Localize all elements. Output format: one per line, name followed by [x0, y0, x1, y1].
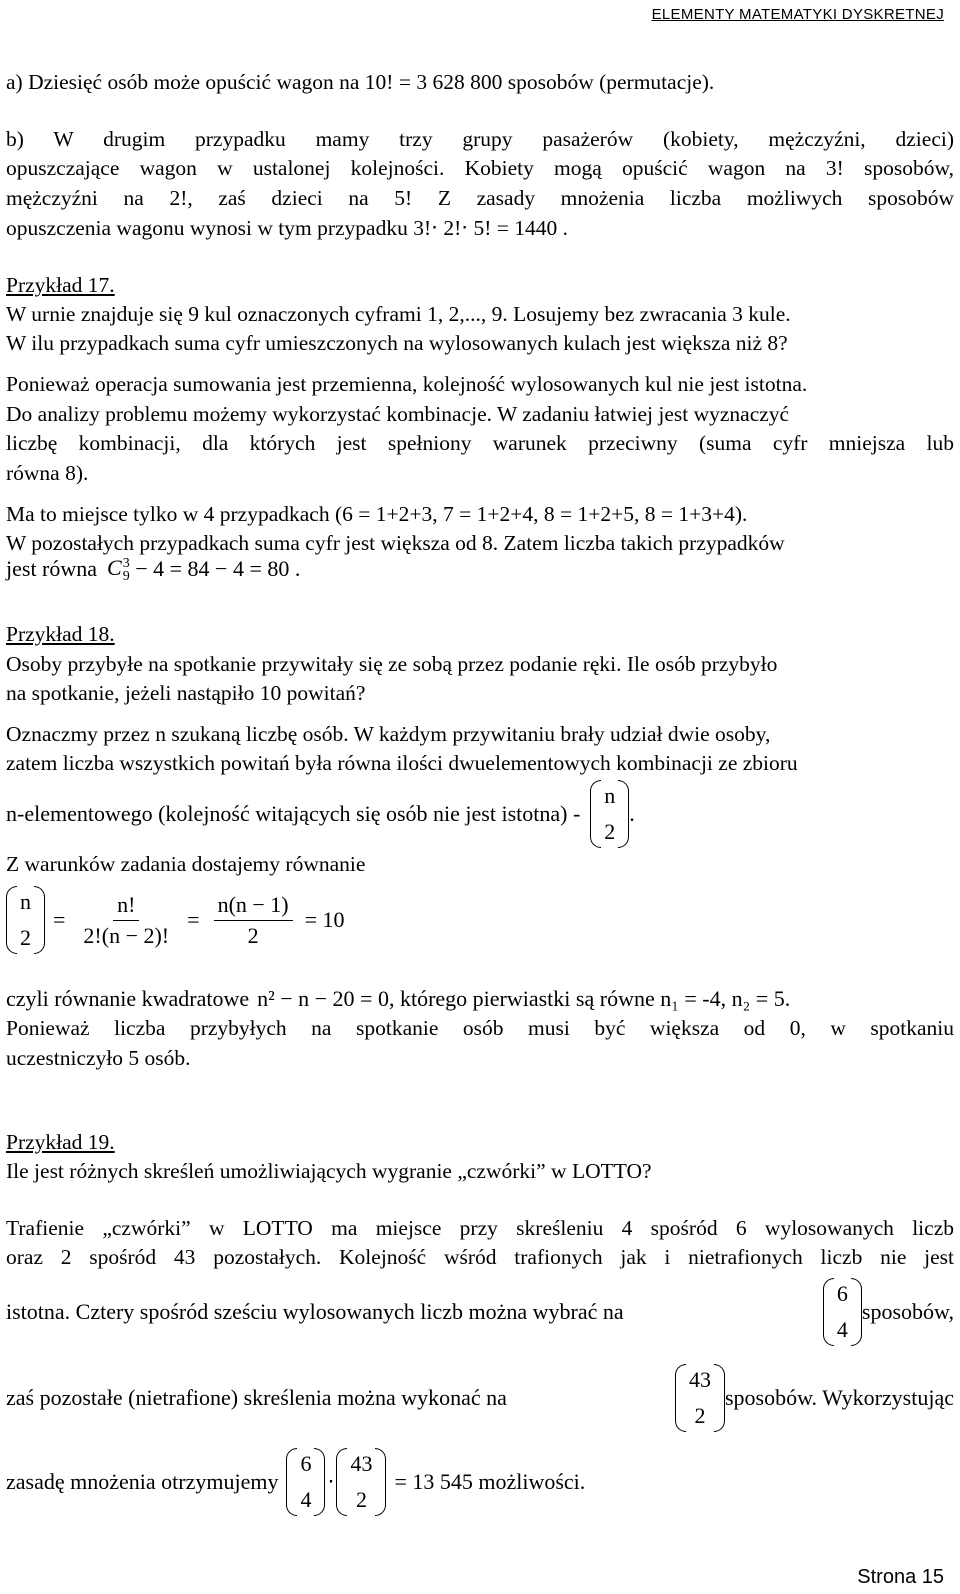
example-heading: Przykład 18.	[6, 622, 115, 646]
text-line: Do analizy problemu możemy wykorzystać kombinacje. W zadaniu łatwiej jest wyznaczyć	[6, 402, 790, 426]
binomial	[6, 884, 45, 956]
binom-top: 43	[688, 1367, 711, 1392]
text-line: Ponieważ liczba przybyłych na spotkanie osób musi być większa od 0, w spotkaniu	[6, 1016, 954, 1040]
binom-bottom: 4	[836, 1317, 848, 1342]
text-line: Ile jest różnych skreśleń umożliwiających wygranie „czwórki” w LOTTO?	[6, 1159, 652, 1183]
text-line: oraz 2 spośród 43 pozostałych. Kolejność wśród trafionych jak i nietrafionych liczb nie jest	[6, 1245, 954, 1269]
equals: =	[53, 907, 66, 932]
text: sposobów. Wykorzystując	[724, 1385, 954, 1410]
text: , którego pierwiastki są równe n₁ = -4, n₂ = 5.	[388, 986, 791, 1011]
binomial	[823, 1276, 862, 1348]
binom-bottom: 2	[694, 1403, 706, 1428]
running-header: ELEMENTY MATEMATYKI DYSKRETNEJ	[651, 6, 944, 23]
text-line: opuszczające wagon w ustalonej kolejności. Kobiety mogą opuścić wagon na 3! sposobów,	[6, 156, 954, 180]
numerator: n!	[113, 890, 139, 921]
text-line: na spotkanie, jeżeli nastąpiło 10 powitań?	[6, 681, 366, 705]
text-line: a) Dziesięć osób może opuścić wagon na 10! = 3 628 800 sposobów (permutacje).	[6, 70, 715, 94]
binomial	[336, 1446, 386, 1518]
quadratic-equation: n² − n − 20 = 0	[257, 986, 389, 1011]
page-number: Strona 15	[857, 1566, 944, 1588]
text: jest równa	[6, 555, 98, 581]
text-line: Oznaczmy przez n szukaną liczbę osób. W każdym przywitaniu brały udział dwie osoby,	[6, 722, 771, 746]
text-line: opuszczenia wagonu wynosi w tym przypadku 3!⋅ 2!⋅ 5! = 1440 .	[6, 216, 568, 240]
denominator: 2	[247, 922, 259, 948]
text-line: liczbę kombinacji, dla których jest spełniony warunek przeciwny (suma cyfr mniejsza lub	[6, 431, 954, 455]
text-line: zatem liczba wszystkich powitań była równa ilości dwuelementowych kombinacji ze zbioru	[6, 751, 798, 775]
denominator: 2!(n − 2)!	[83, 922, 170, 948]
numerator: n(n − 1)	[214, 890, 293, 921]
fraction	[214, 890, 293, 951]
formula-line	[6, 1276, 954, 1348]
text-line: Osoby przybyłe na spotkanie przywitały się ze sobą przez podanie ręki. Ile osób przybyło	[6, 652, 778, 676]
text: czyli równanie kwadratowe	[6, 986, 250, 1011]
text: sposobów,	[861, 1299, 954, 1324]
text-line: Ma to miejsce tylko w 4 przypadkach (6 = 1+2+3, 7 = 1+2+4, 8 = 1+2+5, 8 = 1+3+4).	[6, 502, 748, 526]
binomial	[675, 1362, 725, 1434]
text: istotna. Cztery spośród sześciu wylosowanych liczb można wybrać na	[6, 1299, 624, 1324]
text: = 13 545 możliwości.	[394, 1469, 586, 1494]
text-line: mężczyźni na 2!, zaś dzieci na 5! Z zasady mnożenia liczba możliwych sposobów	[6, 186, 954, 210]
fraction	[79, 890, 173, 951]
combination-symbol	[107, 555, 130, 583]
binom-bottom: 4	[300, 1487, 312, 1512]
binom-bottom: 2	[604, 819, 616, 844]
binom-top: 6	[300, 1451, 312, 1476]
binom-top: n	[604, 783, 616, 808]
binom-top: n	[20, 889, 31, 914]
text: n-elementowego (kolejność witających się osób nie jest istotna) -	[6, 801, 581, 826]
text-line: Ponieważ operacja sumowania jest przemienna, kolejność wylosowanych kul nie jest istotna.	[6, 372, 808, 396]
text-line: Z warunków zadania dostajemy równanie	[6, 852, 366, 876]
symbol-c: C	[107, 555, 122, 580]
binomial	[590, 778, 629, 850]
binomial	[286, 1446, 325, 1518]
binom-top: 43	[350, 1451, 373, 1476]
text-line: równa 8).	[6, 461, 89, 485]
example-heading: Przykład 19.	[6, 1130, 115, 1154]
text-line: W pozostałych przypadkach suma cyfr jest większa od 8. Zatem liczba takich przypadków	[6, 531, 785, 555]
text: zaś pozostałe (nietrafione) skreślenia można wykonać na	[6, 1385, 507, 1410]
binom-bottom: 2	[20, 925, 31, 950]
text-line: W urnie znajduje się 9 kul oznaczonych cyframi 1, 2,..., 9. Losujemy bez zwracania 3 kule.	[6, 302, 791, 326]
text-line: Trafienie „czwórki” w LOTTO ma miejsce przy skreśleniu 4 spośród 6 wylosowanych liczb	[6, 1216, 954, 1240]
result: = 10	[304, 907, 345, 932]
text: zasadę mnożenia otrzymujemy	[6, 1469, 279, 1494]
multiplication-dot: ⋅	[327, 1469, 335, 1494]
subscript: 9	[122, 568, 130, 584]
equation	[6, 884, 345, 956]
text-line: uczestniczyło 5 osób.	[6, 1046, 191, 1070]
formula-line	[6, 555, 300, 583]
formula-line	[6, 778, 635, 850]
binom-top: 6	[836, 1281, 848, 1306]
superscript: 3	[122, 555, 130, 571]
text-line: W ilu przypadkach suma cyfr umieszczonych na wylosowanych kulach jest większa niż 8?	[6, 331, 788, 355]
text: .	[629, 801, 635, 826]
text-line: b) W drugim przypadku mamy trzy grupy pasażerów (kobiety, mężczyźni, dzieci)	[6, 127, 954, 151]
binom-bottom: 2	[355, 1487, 367, 1512]
formula-rest: − 4 = 84 − 4 = 80 .	[129, 555, 301, 581]
formula-line	[6, 1362, 954, 1434]
formula-line	[6, 1446, 585, 1518]
equals: =	[187, 907, 200, 932]
formula-line	[6, 986, 790, 1012]
example-heading: Przykład 17.	[6, 273, 115, 297]
